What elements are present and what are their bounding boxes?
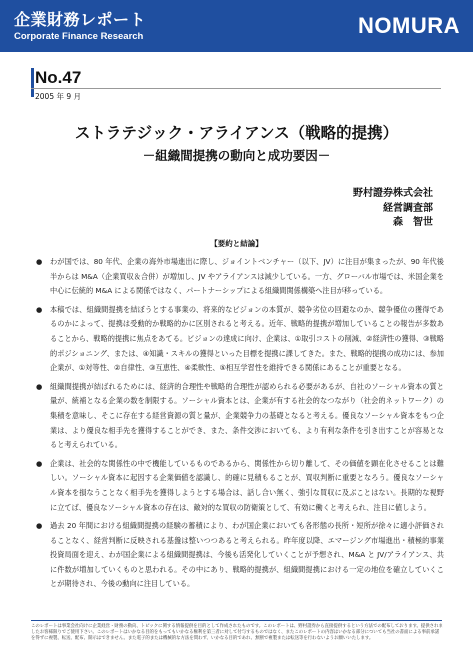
bullet-icon: ● (36, 458, 43, 468)
bullet-icon: ● (36, 304, 43, 314)
bullet-icon: ● (36, 257, 43, 266)
summary-item (36, 255, 444, 299)
nomura-logo: NOMURA (358, 13, 460, 38)
summary-item-text: 企業は、社会的な関係性の中で機能しているものであるから、関係性から切り離して、その価値を顕在化させることは難しい。ソーシャル資本に起因する企業価値を認識し、的確に見積もることが、買収判断に重要となろう。優良なソーシャル資本を損なうことなく相手先を獲得しようとする場合は、話し合い無く、強引な買収に及ぶことはない。長期的な視野に立てば、優良なソーシャル資本の存在は、敵対的な買収の防衛策として、有効に働くと考えられ、注目に値しよう。 (50, 458, 444, 512)
footer-divider (31, 620, 442, 621)
summary-item (36, 457, 444, 515)
summary-item-text: わが国では、80 年代、企業の海外市場進出に際し、ジョイントベンチャー（以下、JV）に注目が集まったが、90 年代後半からは M&A（企業買収＆合併）が増加し、JV やアライアンスは減少している。一方、グローバル市場では、米国企業を中心に伝統的 M&A による関係ではなく、パートナーシップによる組織間関係構築へ注目が移っている。 (50, 257, 444, 296)
author-department: 経営調査部 (383, 203, 433, 214)
author-company: 野村證券株式会社 (353, 188, 433, 199)
bullet-icon: ● (36, 521, 43, 531)
summary-item-text: 過去 20 年間における組織間提携の経験の蓄積により、わが国企業においても各形態の長所・短所が徐々に適小評価されることなく、経営判断に反映される基盤は整いつつあると考えられる。昨年度以降、エマージング市場進出・積極的事業投資局面を迎え、わが国企業による組織間提携は、今後も活発化していくことが予想され、M&A と JV/アライアンス、共に件数が増加していくものと思われる。その中にあり、戦略的提携が、組織間提携における一定の地位を確立していくことが期待され、今後の動向に注目している。 (50, 521, 444, 589)
summary-item-text: 組織間提携が結ばれるためには、経済的合理性や戦略的合理性が認められる必要があるが、自社のソーシャル資本の質と量が、統補となる企業の数を制限する。ソーシャル資本とは、企業が有する社会的なつながり（社会的ネットワーク）の集積を意味し、そこに存在する経営資源の質と量が、企業競争力の基礎となると考える。優良なソーシャル資本をもつ企業は、より優良な相手先を獲得することができ、また、条件交渉においても、より有利な条件を引き出すことが容易となると考えられている。 (50, 381, 444, 450)
author-name: 森 智世 (393, 217, 433, 228)
series-title: 企業財務レポート (14, 10, 147, 29)
summary-item (36, 303, 444, 376)
footer-notice: このレポートは事業会社向けに企業経営・財務の動向、トピックに関する情報提供を目的として作成されたものです。このレポートは、野村證券から直接提供するという方法での配布しております。提供されましたお客様限りでご使用下さい。このレポートはいかなる目的をもってもいかなる権利を第三者に対して付与するものではなく、またこのレポートの内容はいかなる部分についても当社の書面による事前承諾を得ずに複製、転送、配布、開示はできません。また電子的または機械的な方法を問わず、いかなる目的であれ、無断で複製または転送等を行わないようお願いいたします。 (31, 624, 443, 642)
series-subtitle: Corporate Finance Research (14, 31, 144, 42)
summary-item-text: 本稿では、組織間提携を結ぼうとする事業の、将来的なビジョンの本質が、競争劣位の回避なのか、競争優位の獲得であるのかによって、提携は受動的か戦略的かに区別されると考える。近年、戦略的提携が増加していることの報告が多数あることから、戦略的提携に焦点をあてる。ビジョンの達成に向け、企業は、①取引コストの削減、②経済性の獲得、③戦略的ポジショニング、または、④知識・スキルの獲得といった目標を提携に課してきた。また、戦略的提携の成功には、参加企業が、①対等性、②自律性、③互恵性、④柔軟性、⑤相互学習性を維持できる関係にあることが重要となる。 (50, 304, 444, 373)
summary-item (36, 380, 444, 453)
summary-list (36, 255, 444, 596)
bullet-icon: ● (36, 381, 43, 391)
issue-divider (31, 88, 441, 89)
issue-number: No.47 (35, 68, 82, 87)
document-title: ストラテジック・アライアンス（戦略的提携） (74, 124, 399, 142)
summary-item (36, 519, 444, 592)
issue-date: 2005 年 9 月 (35, 92, 82, 101)
summary-heading: 【要約と結論】 (210, 239, 263, 248)
document-subtitle: －組織間提携の動向と成功要因－ (142, 148, 331, 163)
report-header (0, 0, 473, 52)
